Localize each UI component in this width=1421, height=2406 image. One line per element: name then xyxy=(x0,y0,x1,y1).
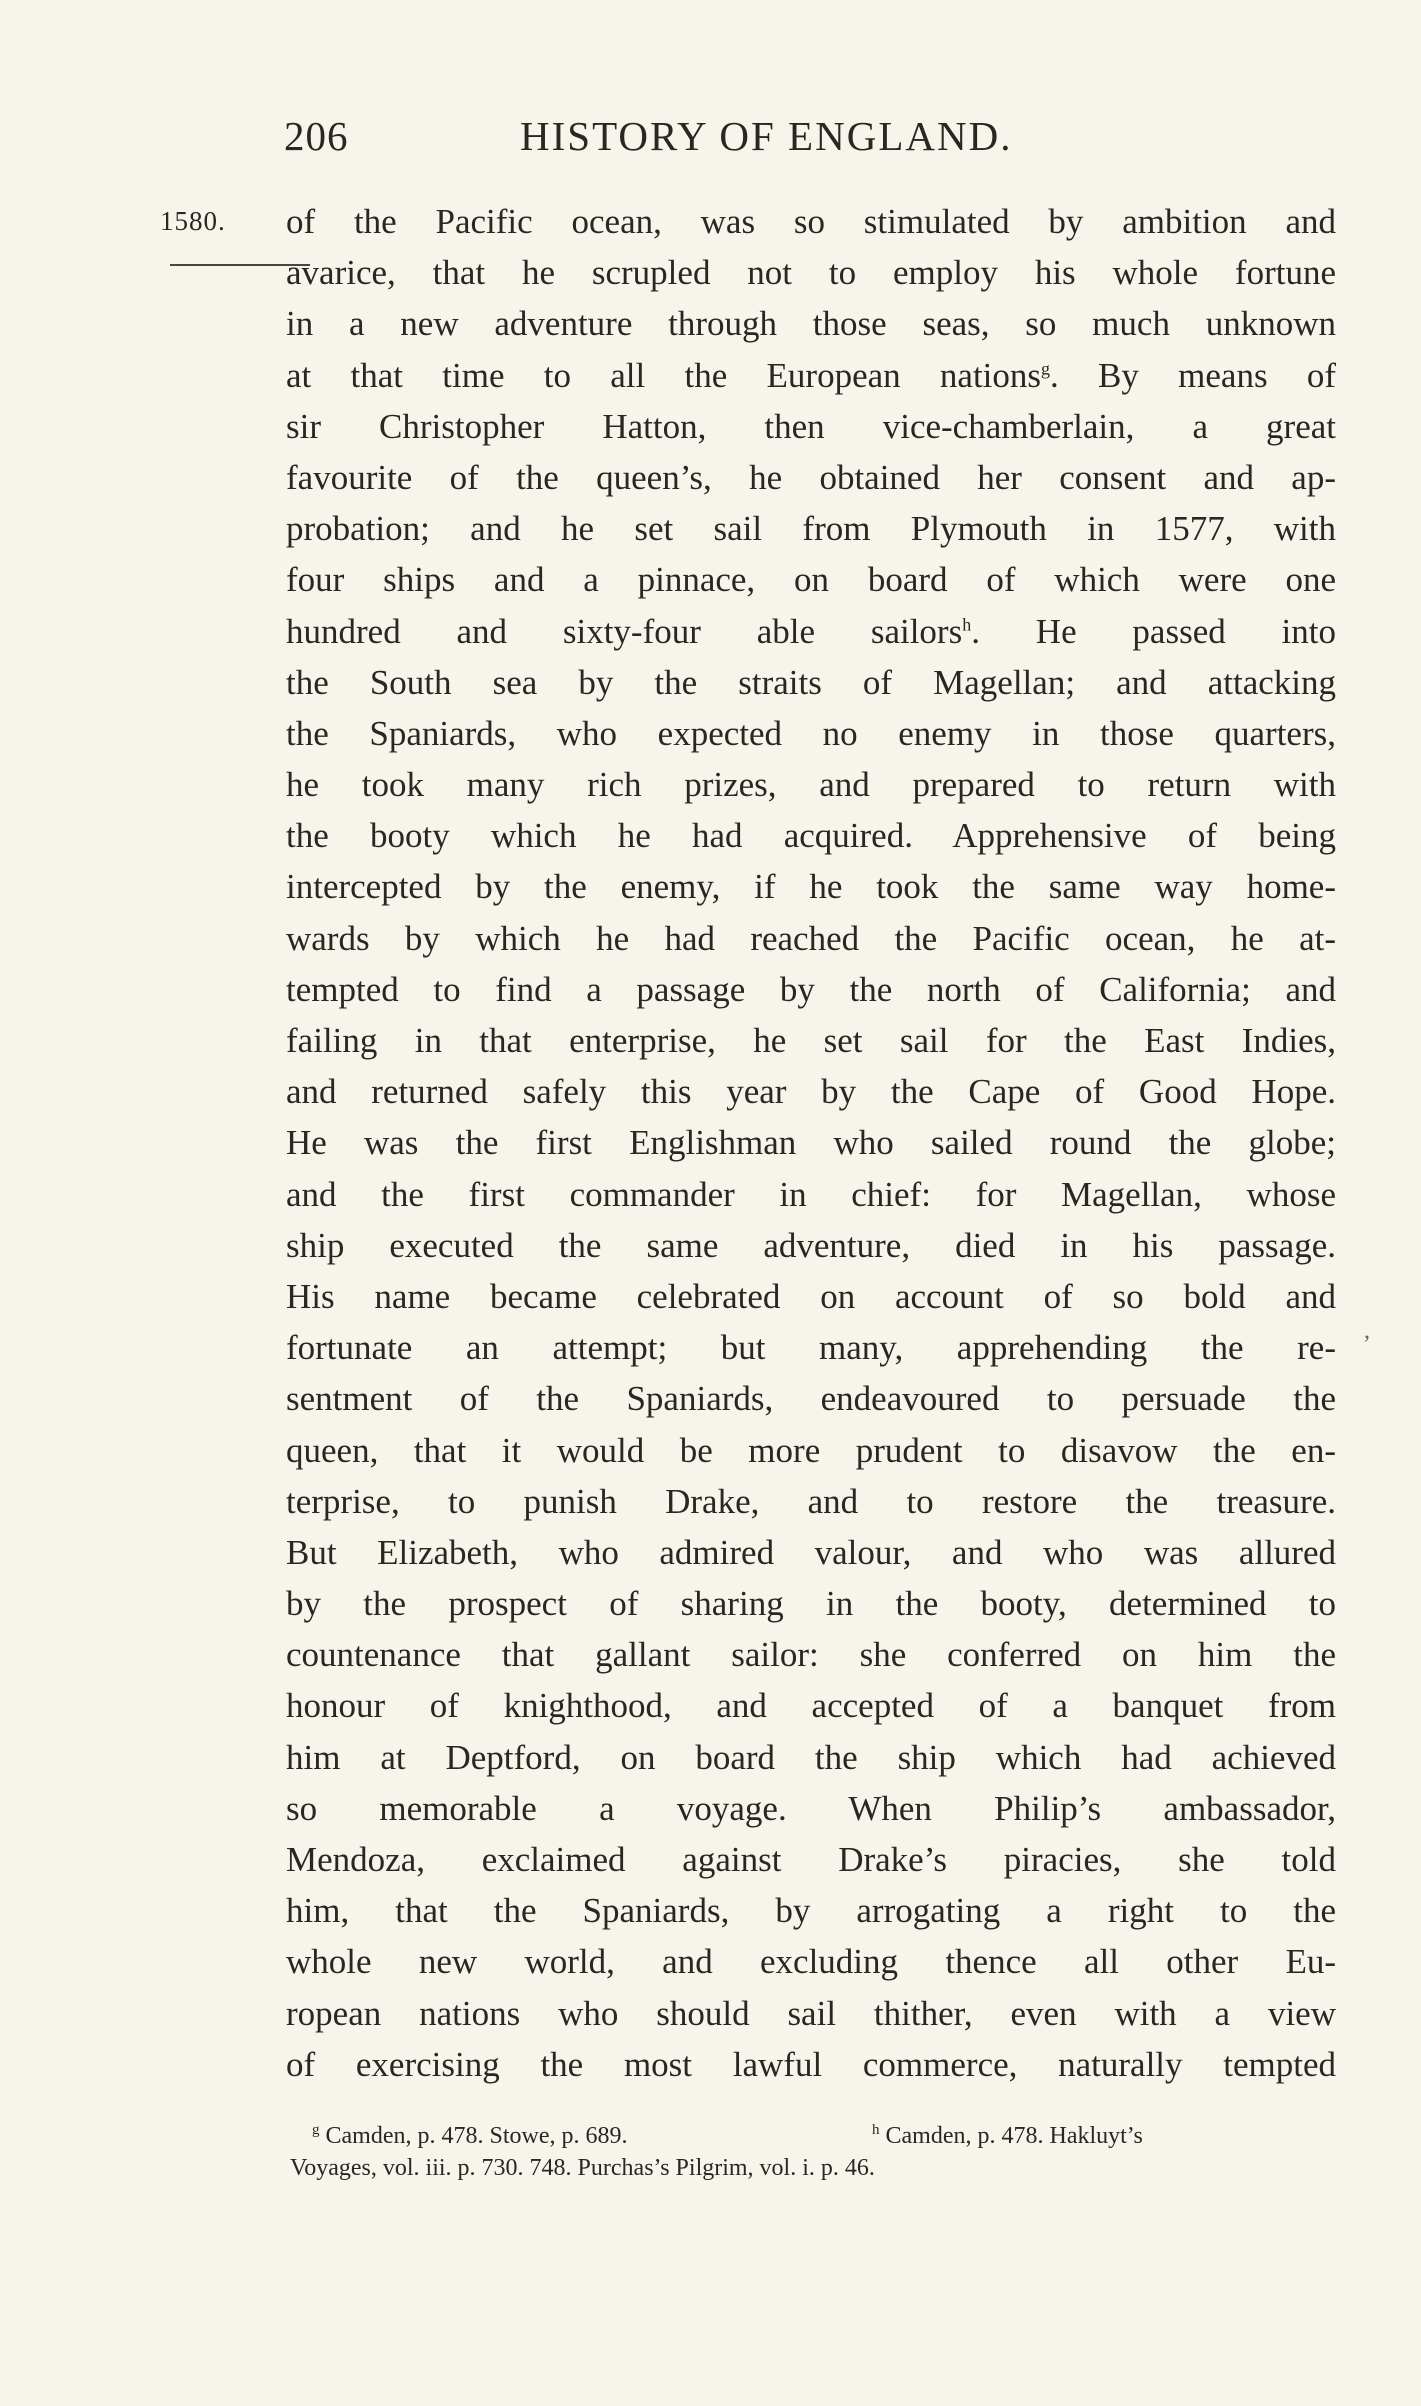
footnote-line: Voyages, vol. iii. p. 730. 748. Purchas’s Pilgrim, vol. i. p. 46. xyxy=(290,2155,875,2181)
text-line: But Elizabeth, who admired valour, and who was allured xyxy=(286,1532,1336,1572)
text-line: so memorable a voyage. When Philip’s ambassador, xyxy=(286,1788,1336,1828)
footnote-g-text: Camden, p. 478. Stowe, p. 689. xyxy=(319,2123,628,2149)
text-line: Mendoza, exclaimed against Drake’s piracies, she told xyxy=(286,1840,1336,1879)
running-title: HISTORY OF ENGLAND. xyxy=(520,113,1013,159)
page-header xyxy=(284,112,1342,172)
text-line: of exercising the most lawful commerce, naturally tempted xyxy=(286,2044,1336,2084)
text-line: ropean nations who should sail thither, even with a view xyxy=(286,1993,1336,2033)
text-line: sentment of the Spaniards, endeavoured to persuade the xyxy=(286,1379,1336,1419)
footnote-marker-h: h xyxy=(962,613,972,634)
text-line: terprise, to punish Drake, and to restore the treasure. xyxy=(286,1481,1336,1521)
footnote-h-marker: h xyxy=(872,2122,880,2138)
text-line: queen, that it would be more prudent to disavow the en- xyxy=(286,1430,1336,1470)
text-line: in a new adventure through those seas, so much unknown xyxy=(286,304,1336,344)
text-line: favourite of the queen’s, he obtained her consent and ap- xyxy=(286,457,1336,497)
text-line: him, that the Spaniards, by arrogating a right to the xyxy=(286,1891,1336,1931)
text-line: honour of knighthood, and accepted of a banquet from xyxy=(286,1686,1336,1726)
footnote-g-marker: g xyxy=(312,2122,320,2138)
text-line: and returned safely this year by the Cape of Good Hope. xyxy=(286,1072,1336,1112)
text-line: the booty which he had acquired. Apprehensive of being xyxy=(286,816,1336,856)
text-line: him at Deptford, on board the ship which had achieved xyxy=(286,1737,1336,1777)
footnote-h-text: Camden, p. 478. Hakluyt’s xyxy=(879,2123,1143,2149)
stray-mark: , xyxy=(1364,1318,1370,1344)
text-line: by the prospect of sharing in the booty, determined to xyxy=(286,1584,1336,1624)
text-line: he took many rich prizes, and prepared to return with xyxy=(286,765,1336,805)
text-line: the Spaniards, who expected no enemy in those quarters, xyxy=(286,713,1336,753)
text-line-end: . By means of xyxy=(1050,355,1336,395)
text-line: ship executed the same adventure, died in his passage. xyxy=(286,1225,1336,1265)
text-line: intercepted by the enemy, if he took the same way home- xyxy=(286,867,1336,907)
text-line: the South sea by the straits of Magellan; and attacking xyxy=(286,662,1336,702)
page-number: 206 xyxy=(284,113,349,159)
text-line: failing in that enterprise, he set sail for the East Indies, xyxy=(286,1021,1336,1060)
footnote-line xyxy=(290,2120,1340,2152)
footnote-marker-g: g xyxy=(1041,357,1051,378)
text-line: His name became celebrated on account of so bold and xyxy=(286,1276,1336,1316)
text-line: wards by which he had reached the Pacific ocean, he at- xyxy=(286,918,1336,958)
text-line: whole new world, and excluding thence all other Eu- xyxy=(286,1942,1336,1982)
text-line: fortunate an attempt; but many, apprehending the re- xyxy=(286,1328,1336,1368)
footnote-g xyxy=(312,2120,872,2152)
text-line: He was the first Englishman who sailed round the globe; xyxy=(286,1123,1336,1163)
text-line: tempted to find a passage by the north of California; and xyxy=(286,969,1336,1009)
marginal-year: 1580. xyxy=(160,206,226,236)
body-text xyxy=(286,196,1336,2090)
text-line: probation; and he set sail from Plymouth in 1577, with xyxy=(286,509,1336,549)
text-line: avarice, that he scrupled not to employ his whole fortune xyxy=(286,253,1336,293)
text-line: sir Christopher Hatton, then vice-chamberlain, a great xyxy=(286,406,1336,446)
text-line-start: at that time to all the European nations xyxy=(286,355,1042,395)
footnote-h xyxy=(872,2120,1143,2152)
text-line-start: hundred and sixty-four able sailors xyxy=(286,611,963,651)
footnotes xyxy=(290,2120,1340,2184)
text-line xyxy=(286,606,1336,657)
text-line: countenance that gallant sailor: she conferred on him the xyxy=(286,1635,1336,1675)
text-line: and the first commander in chief: for Magellan, whose xyxy=(286,1174,1336,1214)
text-line: four ships and a pinnace, on board of which were one xyxy=(286,560,1336,600)
text-line xyxy=(286,350,1336,401)
text-line: of the Pacific ocean, was so stimulated by ambition and xyxy=(286,202,1336,241)
text-line-end: . He passed into xyxy=(971,611,1336,651)
